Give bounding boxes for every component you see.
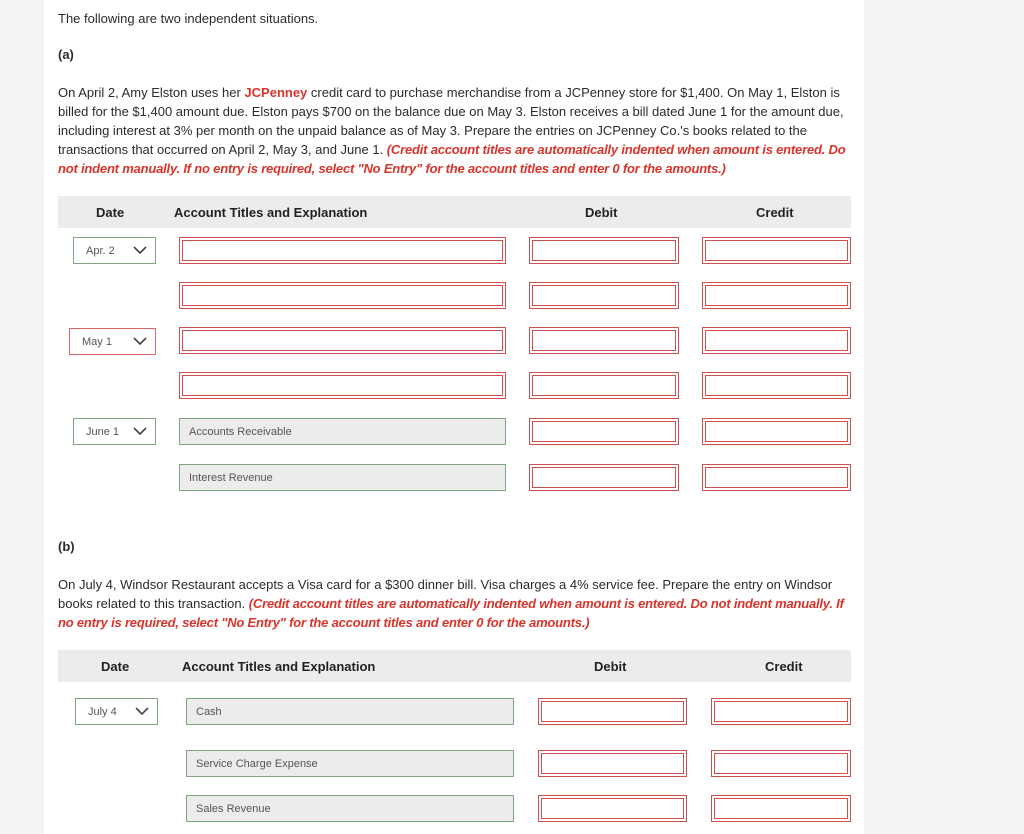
account-input[interactable] [179,372,506,399]
header-debit: Debit [585,205,618,220]
part-b-instruction: (Credit account titles are automatically indented when amount is entered. Do not indent manually. If no entry is required, select "No Entry" for the account titles and enter 0 for the amounts.) [58,596,844,630]
header-credit: Credit [756,205,794,220]
part-b-label: (b) [58,539,75,554]
header-credit: Credit [765,659,803,674]
debit-input[interactable] [529,372,679,399]
debit-input[interactable] [529,237,679,264]
credit-input[interactable] [702,282,851,309]
credit-input[interactable] [702,372,851,399]
chevron-down-icon [133,336,147,346]
date-select-apr2[interactable]: Apr. 2 [73,237,156,264]
credit-input[interactable] [711,750,851,777]
credit-input[interactable] [711,698,851,725]
account-field-sales-revenue[interactable]: Sales Revenue [186,795,514,822]
chevron-down-icon [133,426,147,436]
account-field-service-charge-expense[interactable]: Service Charge Expense [186,750,514,777]
debit-input[interactable] [538,795,687,822]
credit-input[interactable] [702,464,851,491]
chevron-down-icon [135,706,149,716]
header-date: Date [101,659,130,674]
chevron-down-icon [133,245,147,255]
date-select-june1[interactable]: June 1 [73,418,156,445]
part-a-table-header [58,196,851,228]
account-field-cash[interactable]: Cash [186,698,514,725]
debit-input[interactable] [538,750,687,777]
account-field-accounts-receivable[interactable]: Accounts Receivable [179,418,506,445]
part-b-table-header [58,650,851,682]
credit-input[interactable] [702,237,851,264]
debit-input[interactable] [529,464,679,491]
part-a-label: (a) [58,47,74,62]
date-select-july4[interactable]: July 4 [75,698,158,725]
date-select-may1[interactable]: May 1 [69,328,156,355]
part-a-question: On April 2, Amy Elston uses her JCPenney credit card to purchase merchandise from a JCPenney store for $1,400. On May 1, Elston is billed for the $1,400 amount due. Elston pays $700 on the balance due on May 3. Elston receives a bill dated June 1 for the amount due, including interest at 3% per month on the unpaid balance as of May 3. Prepare the entries on JCPenney Co.'s books related to the transactions that occurred on April 2, May 3, and June 1. (Credit account titles are automatically indented when amount is entered. Do not indent manually. If no entry is required, select "No Entry" for the account titles and enter 0 for the amounts.) [58,85,846,176]
debit-input[interactable] [529,418,679,445]
debit-input[interactable] [529,327,679,354]
account-input[interactable] [179,237,506,264]
header-account: Account Titles and Explanation [182,659,376,674]
jcpenney-link[interactable]: JCPenney [244,85,308,100]
intro-text: The following are two independent situations. [58,11,319,26]
account-input[interactable] [179,327,506,354]
header-date: Date [96,205,125,220]
header-account: Account Titles and Explanation [174,205,368,220]
credit-input[interactable] [702,418,851,445]
part-a-instruction: (Credit account titles are automatically indented when amount is entered. Do not indent manually. If no entry is required, select "No Entry" for the account titles and enter 0 for the amounts.) [58,142,846,176]
credit-input[interactable] [702,327,851,354]
header-debit: Debit [594,659,627,674]
debit-input[interactable] [538,698,687,725]
part-b-question: On July 4, Windsor Restaurant accepts a Visa card for a $300 dinner bill. Visa charges a 4% service fee. Prepare the entry on Windsor books related to this transaction. (Credit account titles are automatically indented when amount is entered. Do not indent manually. If no entry is required, select "No Entry" for the account titles and enter 0 for the amounts.) [58,577,844,630]
credit-input[interactable] [711,795,851,822]
account-input[interactable] [179,282,506,309]
account-field-interest-revenue[interactable]: Interest Revenue [179,464,506,491]
debit-input[interactable] [529,282,679,309]
